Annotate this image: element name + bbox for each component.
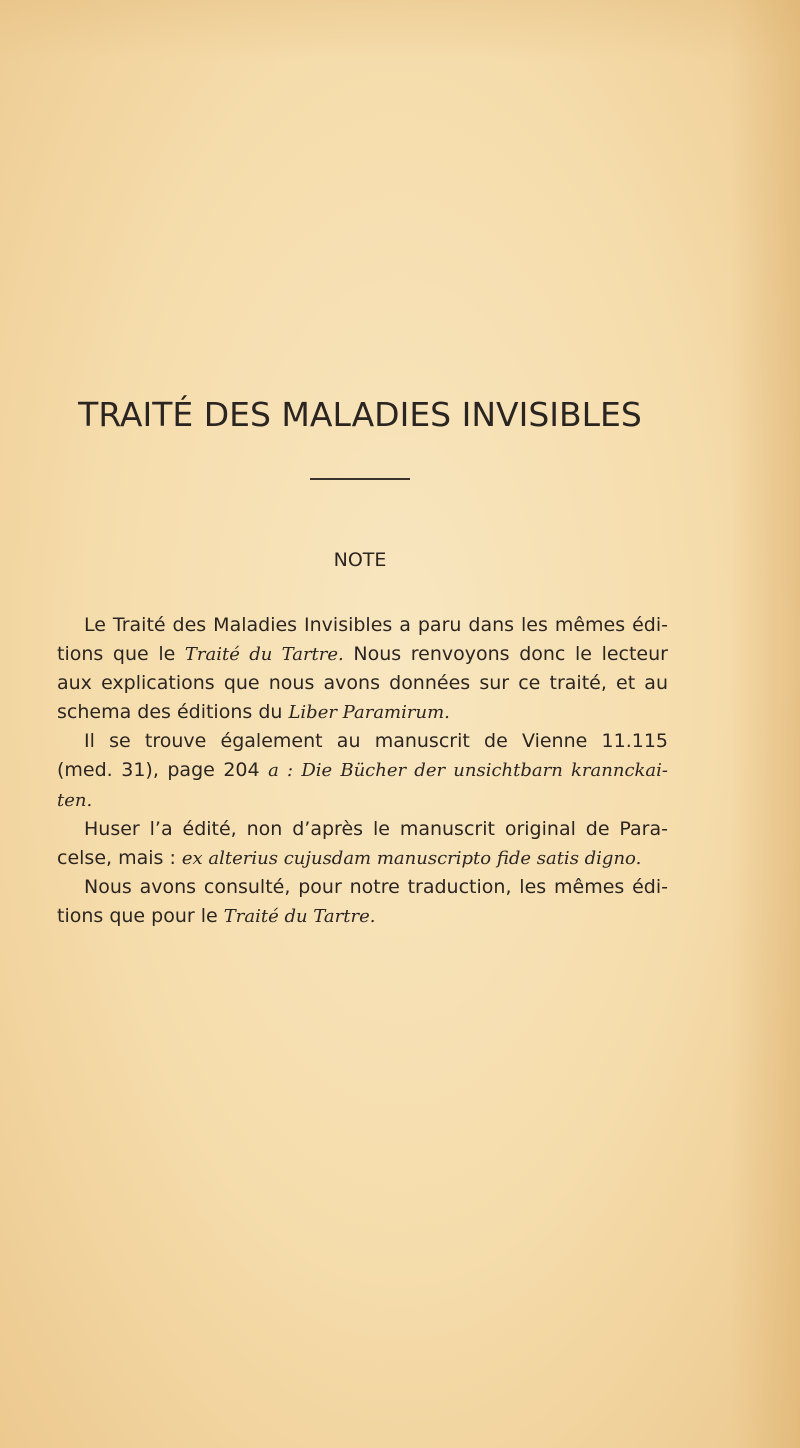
italic-text: Traité du Tartre. xyxy=(223,905,376,927)
italic-text: ex alterius cujusdam manuscripto fide satis digno. xyxy=(181,847,642,869)
title-divider xyxy=(310,478,410,480)
text-run: Nous renvoyons donc le lecteur xyxy=(343,643,668,666)
italic-text: a : Die Bücher der unsichtbarn krannckai- xyxy=(268,760,668,782)
text-line xyxy=(57,727,668,756)
text-run: Nous avons consulté, pour notre traduction, les mêmes édi- xyxy=(84,875,668,898)
italic-text: ten. xyxy=(57,789,93,811)
text-run: celse, mais : xyxy=(57,846,182,869)
section-heading: NOTE xyxy=(333,549,387,571)
page-title: TRAITÉ DES MALADIES INVISIBLES xyxy=(78,395,642,434)
text-line xyxy=(57,873,668,902)
text-run: tions que pour le xyxy=(57,904,224,927)
text-run: aux explications que nous avons données sur ce traité, et au xyxy=(57,672,668,695)
paragraph xyxy=(57,815,668,873)
text-run: (med. 31), page 204 xyxy=(57,759,269,782)
text-line xyxy=(57,844,668,873)
page-top-shading xyxy=(0,0,800,60)
text-line xyxy=(57,640,668,669)
text-line xyxy=(57,611,668,640)
text-run: tions que le xyxy=(57,643,185,666)
text-line xyxy=(57,698,668,727)
text-run: Le Traité des Maladies Invisibles a paru dans les mêmes édi- xyxy=(84,614,668,636)
text-line xyxy=(57,756,668,785)
text-run: Huser l’a édité, non d’après le manuscrit original de Para- xyxy=(84,817,668,840)
text-line xyxy=(57,902,668,931)
page-edge-shading xyxy=(730,0,800,1448)
paragraph xyxy=(57,727,668,814)
paragraph xyxy=(57,873,668,931)
paragraph xyxy=(57,611,668,727)
text-run: schema des éditions du xyxy=(57,701,289,724)
italic-text: Liber Paramirum. xyxy=(288,702,450,724)
italic-text: Traité du Tartre. xyxy=(184,644,344,666)
text-run: Il se trouve également au manuscrit de Vienne 11.115 xyxy=(84,730,668,753)
note-body xyxy=(57,611,668,931)
text-line xyxy=(57,669,668,698)
text-line xyxy=(57,815,668,844)
text-line xyxy=(57,786,668,815)
